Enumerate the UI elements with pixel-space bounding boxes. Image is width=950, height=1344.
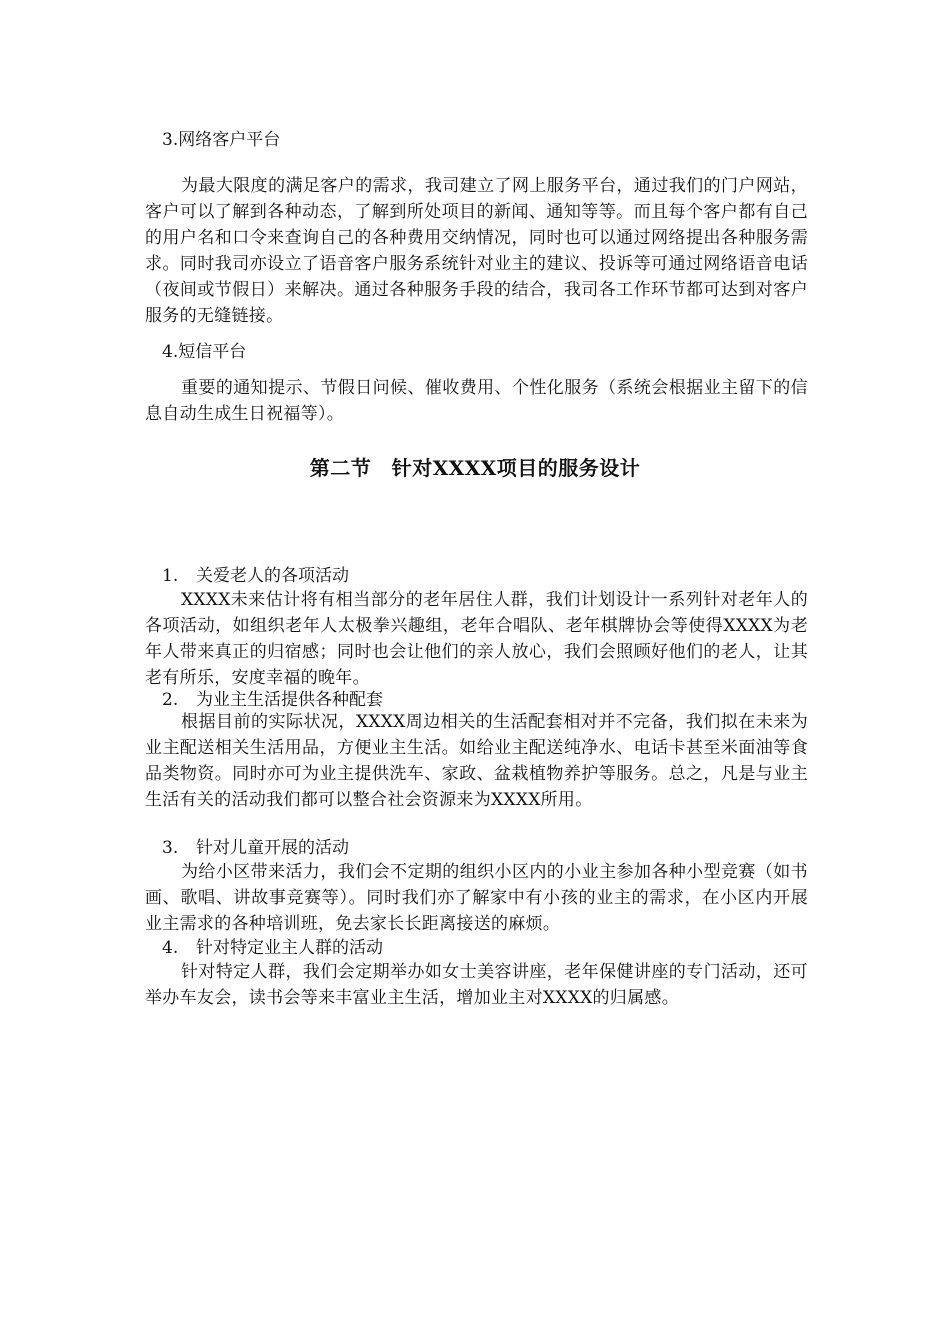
list-heading: 为业主生活提供各种配套: [196, 690, 383, 710]
list-paragraph: XXXX未来估计将有相当部分的老年居住人群，我们计划设计一系列针对老年人的各项活动，如组织老年人太极拳兴趣组，老年合唱队、老年棋牌协会等使得XXXX为老年人带来真正的归宿感；同时也会让他们的亲人放心，我们会照顾好他们的老人，让其老有所乐，安度幸福的晚年。: [145, 590, 808, 688]
list-paragraph: 针对特定人群，我们会定期举办如女士美容讲座，老年保健讲座的专门活动，还可举办车友会，读书会等来丰富业主生活，增加业主对XXXX的归属感。: [145, 962, 808, 1008]
list-item-body-1: [145, 587, 808, 691]
item4-heading: 4.短信平台: [162, 342, 247, 362]
list-number: 1.: [162, 566, 179, 586]
list-item-heading-1: [162, 563, 349, 589]
list-item-heading-3: [162, 835, 349, 861]
list-item-body-3: [145, 859, 808, 937]
item4-body: [145, 375, 808, 427]
list-number: 3.: [162, 838, 179, 858]
list-item-body-2: [145, 709, 808, 813]
section-title: 第二节 针对XXXX项目的服务设计: [309, 456, 641, 480]
list-heading: 关爱老人的各项活动: [196, 566, 349, 586]
list-heading: 针对特定业主人群的活动: [196, 938, 383, 958]
list-number: 4.: [162, 938, 179, 958]
list-paragraph: 根据目前的实际状况，XXXX周边相关的生活配套相对并不完备，我们拟在未来为业主配送相关生活用品，方便业主生活。如给业主配送纯净水、电话卡甚至米面油等食品类物资。同时亦可为业主提供洗车、家政、盆栽植物养护等服务。总之，凡是与业主生活有关的活动我们都可以整合社会资源来为XXXX所用。: [145, 712, 808, 810]
item4-paragraph: 重要的通知提示、节假日问候、催收费用、个性化服务（系统会根据业主留下的信息自动生成生日祝福等）。: [145, 378, 808, 424]
item3-body: [145, 173, 808, 329]
list-item-heading-4: [162, 935, 383, 961]
item3-heading: 3.网络客户平台: [162, 130, 281, 150]
list-heading: 针对儿童开展的活动: [196, 838, 349, 858]
list-number: 2.: [162, 690, 179, 710]
list-paragraph: 为给小区带来活力，我们会不定期的组织小区内的小业主参加各种小型竞赛（如书画、歌唱、讲故事竞赛等）。同时我们亦了解家中有小孩的业主的需求，在小区内开展业主需求的各种培训班，免去家长长距离接送的麻烦。: [145, 862, 808, 934]
item3-paragraph: 为最大限度的满足客户的需求，我司建立了网上服务平台，通过我们的门户网站，客户可以了解到各种动态，了解到所处项目的新闻、通知等等。而且每个客户都有自己的用户名和口令来查询自己的各种费用交纳情况，同时也可以通过网络提出各种服务需求。同时我司亦设立了语音客户服务系统针对业主的建议、投诉等可通过网络语音电话（夜间或节假日）来解决。通过各种服务手段的结合，我司各工作环节都可达到对客户服务的无缝链接。: [145, 176, 808, 326]
list-item-body-4: [145, 959, 808, 1011]
